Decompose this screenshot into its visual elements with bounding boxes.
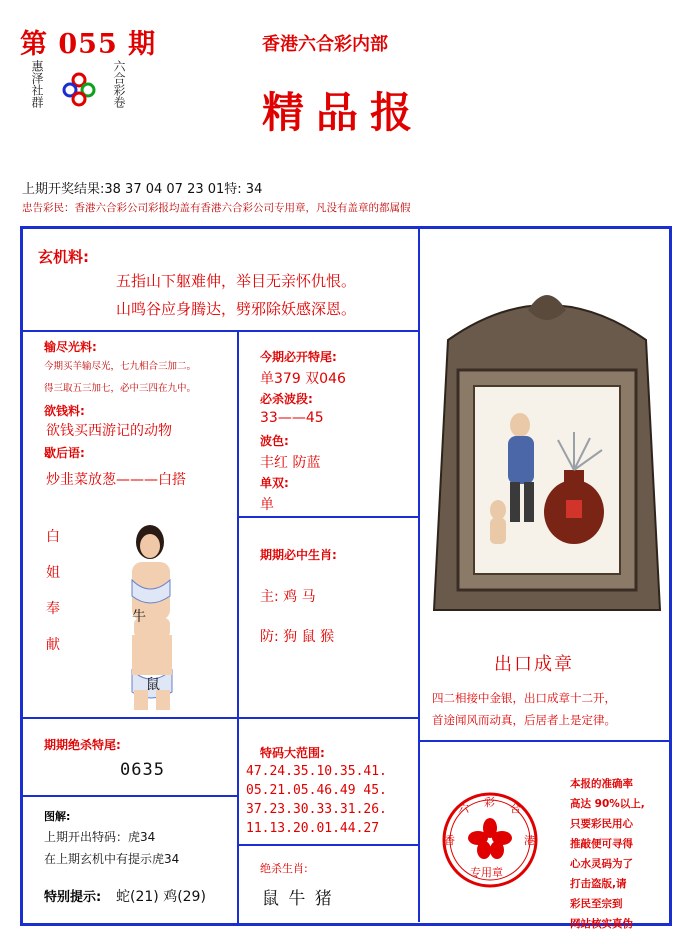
bose-value: 丰红 防蓝: [260, 455, 321, 471]
juesha-zodiac-label: 绝杀生肖:: [260, 862, 308, 875]
zodiac-guard: 防: 狗 鼠 猴: [260, 629, 335, 645]
ad-line: 彩民至宗到: [570, 898, 623, 910]
divider-bottom-mid: [237, 844, 419, 846]
xiehouyu-text: 炒韭菜放葱———白搭: [46, 472, 186, 488]
zodiac-label: 期期必中生肖:: [260, 548, 337, 562]
issue-number: 第 055 期: [20, 29, 157, 60]
lottery-logo-icon: [62, 72, 96, 106]
xuanji-label: 玄机料:: [38, 248, 89, 266]
bosha-value: 33——45: [260, 410, 324, 426]
banner-char: 献: [46, 637, 60, 653]
poem-line-1: 四二相接中金银，出口成章十二开，: [432, 691, 616, 705]
divider-right: [418, 228, 420, 922]
notice-line: 忠告彩民：香港六合彩公司彩报均盖有香港六合彩公司专用章，凡没有盖章的都属假: [22, 202, 411, 214]
ad-line: 只要彩民用心: [570, 818, 633, 830]
seal-char: 彩: [484, 796, 495, 809]
seal-char: 六: [458, 802, 469, 815]
poem-line-2: 首途闻风而动真，后居者上是定律。: [432, 713, 616, 727]
range-row: 37.23.30.33.31.26.: [246, 802, 387, 817]
banner-char: 姐: [46, 565, 60, 581]
shuquan-line-1: 今期买羊输尽光，七九相合三加二。: [44, 361, 197, 372]
shuquan-line-2: 得三取五三加七，必中三四在九中。: [44, 383, 197, 394]
tujie-line-1: 上期开出特码：虎34: [44, 830, 156, 844]
ad-line: 本报的准确率: [570, 778, 633, 790]
xuanji-line-1: 五指山下躯难伸，举目无亲怀仇恨。: [116, 272, 357, 290]
yuqian-label: 欲钱料:: [44, 404, 85, 418]
divider-left: [237, 332, 239, 924]
juesha-value: 0635: [120, 760, 165, 780]
model-photo: [102, 520, 196, 710]
juesha-label: 期期绝杀特尾:: [44, 738, 121, 752]
ad-line: 高达 90%以上,: [570, 798, 645, 810]
big-title: 精品报: [262, 88, 425, 137]
shuquan-label: 输尽光料:: [44, 340, 97, 354]
photo-tag-ox: 牛: [132, 609, 146, 625]
bosha-label: 必杀波段:: [260, 392, 313, 406]
divider-bottom: [22, 717, 419, 719]
seal-char: 港: [524, 834, 535, 847]
header-title: 香港六合彩内部: [262, 34, 388, 55]
tema-tail-label: 今期必开特尾:: [260, 350, 337, 364]
framed-picture: [428, 280, 666, 620]
accuracy-ad: [570, 774, 645, 934]
seal-char: 专用章: [470, 866, 503, 879]
ad-line: 心水灵码为了: [570, 858, 633, 870]
tujie-line-2: 在上期玄机中有提示虎34: [44, 852, 180, 866]
left-vertical-text: 惠泽社群: [30, 60, 44, 108]
divider-middle: [237, 516, 419, 518]
special-value: 蛇(21) 鸡(29): [116, 889, 206, 905]
zodiac-main: 主: 鸡 马: [260, 589, 316, 605]
official-seal: [440, 790, 540, 890]
banner-char: 白: [46, 529, 60, 545]
tujie-label: 图解:: [44, 810, 71, 823]
ad-line: 推敲便可寻得: [570, 838, 633, 850]
picture-caption: 出口成章: [494, 654, 574, 675]
right-vertical-text: 六合彩卷: [112, 60, 126, 108]
range-block: [246, 762, 416, 838]
divider-right-bottom: [420, 740, 670, 742]
photo-tag-rat: 鼠: [146, 677, 160, 693]
divider-xuanji: [22, 330, 418, 332]
seal-char: 合: [510, 802, 521, 815]
banner-char: 奉: [46, 601, 60, 617]
divider-bottom-left: [22, 795, 237, 797]
last-result-line: 上期开奖结果:38 37 04 07 23 01特: 34: [22, 182, 263, 197]
range-row: 11.13.20.01.44.27: [246, 821, 380, 836]
range-label: 特码大范围:: [260, 746, 325, 760]
yuqian-text: 欲钱买西游记的动物: [46, 423, 172, 439]
range-row: 05.21.05.46.49 45.: [246, 783, 387, 798]
seal-char: 香: [444, 834, 455, 847]
danshuang-label: 单双:: [260, 476, 289, 490]
vertical-banner: [46, 524, 60, 658]
special-label: 特别提示:: [44, 890, 102, 905]
ad-line: 打击盗版,请: [570, 878, 627, 890]
juesha-zodiac-value: 鼠 牛 猪: [262, 889, 334, 909]
tema-tail-value: 单379 双046: [260, 371, 346, 387]
xiehouyu-label: 歇后语:: [44, 446, 85, 460]
range-row: 47.24.35.10.35.41.: [246, 764, 387, 779]
danshuang-value: 单: [260, 497, 274, 513]
bose-label: 波色:: [260, 434, 289, 448]
ad-line: 网站核实真伪: [570, 918, 633, 930]
xuanji-line-2: 山鸣谷应身腾达，劈邪除妖感深恩。: [116, 300, 357, 318]
